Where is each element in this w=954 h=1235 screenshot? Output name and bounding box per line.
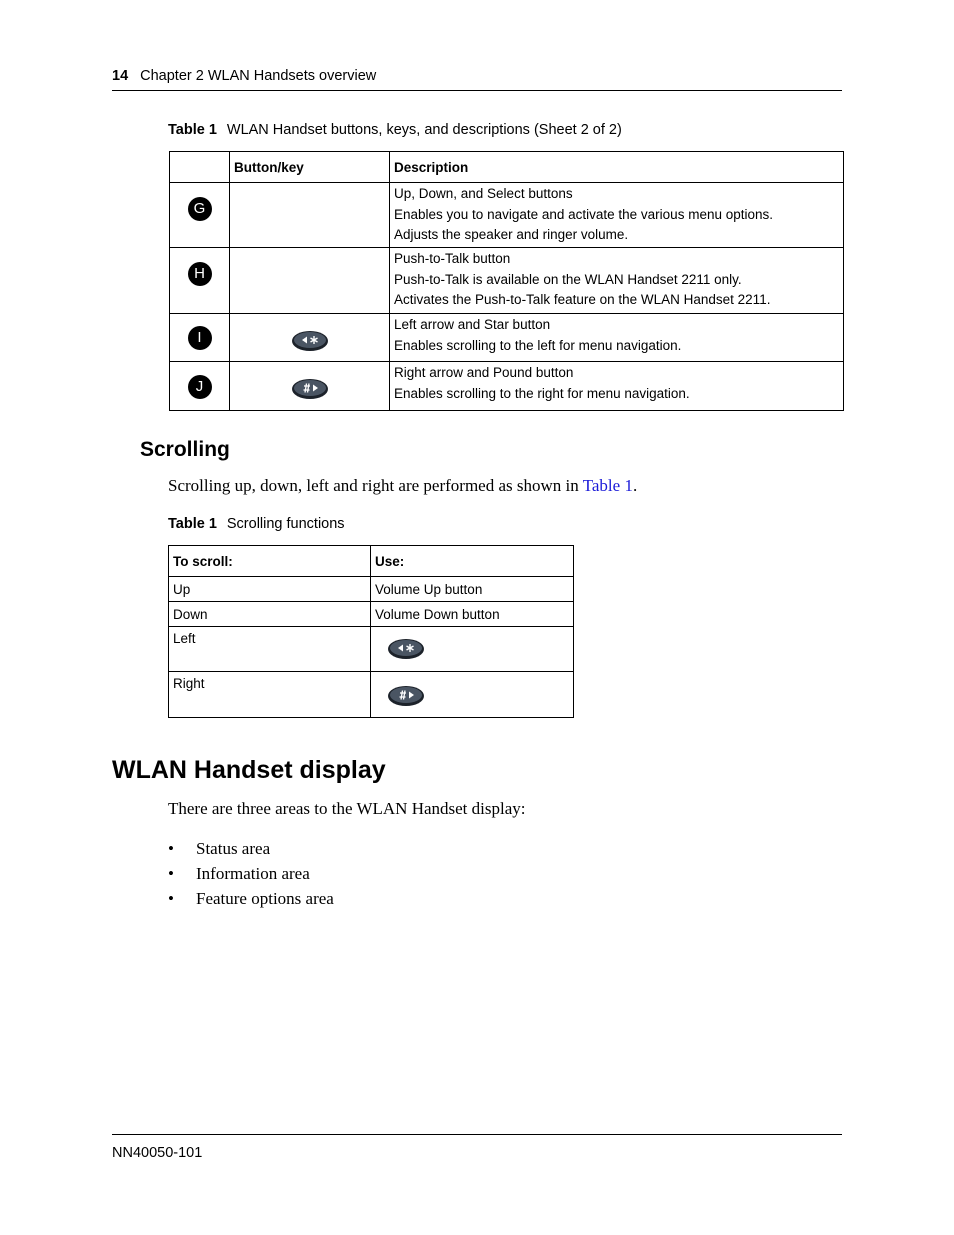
table-header-cell (170, 152, 230, 183)
scrolling-table (168, 545, 574, 718)
scroll-direction-cell: Right (169, 672, 371, 718)
table2-caption-label: Table 1 (168, 516, 217, 532)
table-row (169, 602, 574, 627)
bullet-marker: • (168, 839, 174, 858)
table-header-row (169, 546, 574, 577)
scroll-direction-cell: Left (169, 627, 371, 672)
right-pound-key-icon (291, 378, 329, 400)
list-item-text: Status area (196, 839, 271, 858)
list-item-text: Feature options area (196, 889, 334, 908)
key-cell (230, 314, 390, 362)
table1-caption-label: Table 1 (168, 122, 217, 138)
bullet-marker: • (168, 889, 174, 908)
list-item-text: Information area (196, 864, 310, 883)
document-number: NN40050-101 (112, 1145, 203, 1161)
table-link[interactable]: Table 1 (582, 476, 633, 495)
badge-cell (170, 248, 230, 314)
description-cell (390, 314, 844, 362)
callout-badge-h: H (188, 262, 212, 286)
chapter-title: Chapter 2 WLAN Handsets overview (140, 68, 377, 84)
table-row (169, 577, 574, 602)
table-row (170, 183, 844, 248)
scroll-use-cell (371, 627, 574, 672)
description-line: Enables scrolling to the left for menu navigation. (394, 337, 682, 353)
scrolling-heading: Scrolling (140, 438, 230, 461)
description-cell (390, 248, 844, 314)
scroll-use-cell: Volume Up button (371, 577, 574, 602)
description-line: Enables scrolling to the right for menu navigation. (394, 385, 690, 401)
description-line: Push-to-Talk is available on the WLAN Handset 2211 only. (394, 271, 742, 287)
right-pound-key-icon (387, 685, 425, 707)
scroll-direction-cell: Up (169, 577, 371, 602)
table-header-row (170, 152, 844, 183)
display-heading: WLAN Handset display (112, 756, 386, 784)
table-header-cell: Description (390, 152, 844, 183)
paragraph-text: Scrolling up, down, left and right are performed as shown in (168, 476, 583, 495)
scroll-use-cell: Volume Down button (371, 602, 574, 627)
description-line: Activates the Push-to-Talk feature on the WLAN Handset 2211. (394, 292, 771, 307)
description-line: Enables you to navigate and activate the various menu options. (394, 206, 773, 222)
left-star-key-icon (291, 330, 329, 352)
callout-badge-g: G (188, 197, 212, 221)
scrolling-paragraph (168, 476, 637, 496)
paragraph-text: . (632, 476, 638, 495)
badge-cell (170, 183, 230, 248)
table2-caption (168, 516, 345, 532)
badge-cell (170, 314, 230, 362)
table1-caption-text: WLAN Handset buttons, keys, and descriptions (Sheet 2 of 2) (226, 122, 622, 138)
description-cell (390, 362, 844, 411)
table-row (170, 314, 844, 362)
footer-rule (112, 1134, 842, 1135)
scroll-use-cell (371, 672, 574, 718)
list-item (168, 864, 334, 889)
description-line: Adjusts the speaker and ringer volume. (394, 227, 629, 242)
display-areas-list (168, 839, 334, 914)
table-header-cell: Button/key (230, 152, 390, 183)
display-intro: There are three areas to the WLAN Handset display: (168, 799, 526, 818)
key-cell (230, 248, 390, 314)
left-star-key-icon (387, 638, 425, 660)
description-line: Left arrow and Star button (394, 317, 551, 332)
table-row (169, 672, 574, 718)
bullet-marker: • (168, 864, 174, 883)
table-header-cell: To scroll: (169, 546, 371, 577)
list-item (168, 839, 334, 864)
table-row (170, 362, 844, 411)
key-cell (230, 183, 390, 248)
key-cell (230, 362, 390, 411)
table1-caption (168, 122, 622, 138)
description-line: Up, Down, and Select buttons (394, 186, 573, 201)
table-header-cell: Use: (371, 546, 574, 577)
badge-cell (170, 362, 230, 411)
callout-badge-i: I (188, 326, 212, 350)
buttons-table (169, 151, 844, 411)
list-item (168, 889, 334, 914)
scroll-direction-cell: Down (169, 602, 371, 627)
table-row (170, 248, 844, 314)
description-cell (390, 183, 844, 248)
description-line: Right arrow and Pound button (394, 365, 574, 380)
callout-badge-j: J (188, 375, 212, 399)
table2-caption-text: Scrolling functions (226, 516, 345, 532)
running-header (112, 68, 842, 91)
description-line: Push-to-Talk button (394, 251, 511, 266)
page-number: 14 (112, 68, 129, 84)
table-row (169, 627, 574, 672)
